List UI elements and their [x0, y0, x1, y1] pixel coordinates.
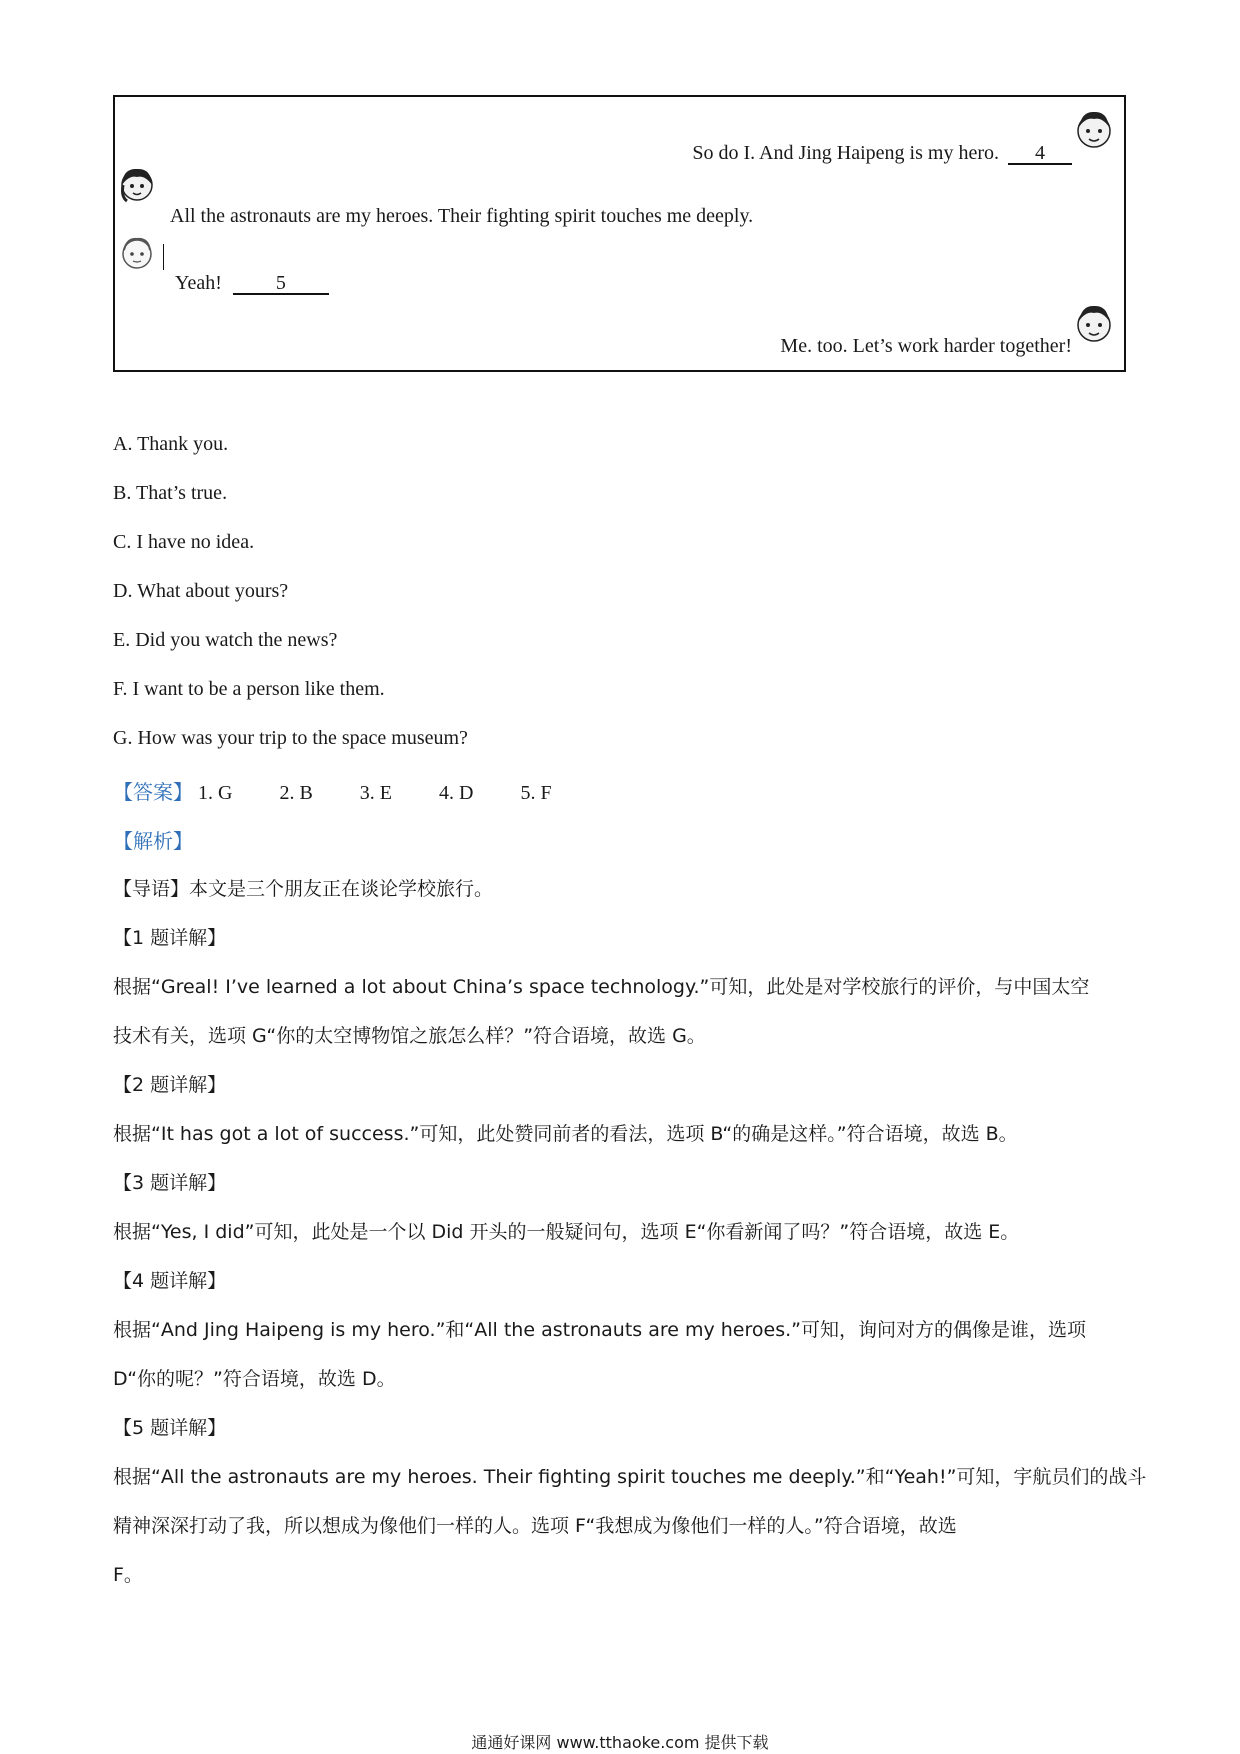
detail-heading-3: 【3 题详解】	[113, 1172, 227, 1194]
answer-item: 3. E	[359, 782, 393, 804]
option-d: D. What about yours?	[113, 580, 289, 602]
page-footer: 通通好课网 www.tthaoke.com 提供下载	[471, 1733, 769, 1752]
detail-3-line: 根据“Yes, I did”可知，此处是一个以 Did 开头的一般疑问句，选项 E“你看新闻了吗？”符合语境，故选 E。	[113, 1221, 1020, 1243]
option-a: A. Thank you.	[113, 433, 229, 455]
answer-blank-5: 5	[233, 273, 329, 295]
detail-5-line: F。	[113, 1564, 143, 1586]
detail-heading-5: 【5 题详解】	[113, 1417, 227, 1439]
detail-5-line: 精神深深打动了我，所以想成为像他们一样的人。选项 F“我想成为像他们一样的人。”符合语境，故选	[113, 1515, 957, 1537]
person-avatar-icon	[117, 232, 157, 276]
analysis-label: 【解析】	[113, 829, 193, 853]
dialogue-line-last	[780, 335, 1072, 358]
detail-4-line: 根据“And Jing Haipeng is my hero.”和“All the astronauts are my heroes.”可知，询问对方的偶像是谁，选项	[113, 1319, 1086, 1341]
detail-1-line: 技术有关，选项 G“你的太空博物馆之旅怎么样？”符合语境，故选 G。	[113, 1025, 706, 1047]
detail-heading-2: 【2 题详解】	[113, 1074, 227, 1096]
option-g: G. How was your trip to the space museum?	[113, 727, 468, 749]
dialogue-text: Me. too. Let’s work harder together!	[780, 335, 1072, 357]
answer-item: 2. B	[279, 782, 313, 804]
boy-avatar-icon	[1074, 301, 1114, 345]
dialogue-text: All the astronauts are my heroes. Their fighting spirit touches me deeply.	[170, 205, 754, 227]
detail-5-line: 根据“All the astronauts are my heroes. Their fighting spirit touches me deeply.”和“Yeah!”可知，宇航员们的战斗	[113, 1466, 1147, 1488]
answer-item: 5. F	[520, 782, 552, 804]
detail-4-line: D“你的呢？”符合语境，故选 D。	[113, 1368, 396, 1390]
detail-heading-1: 【1 题详解】	[113, 927, 227, 949]
option-b: B. That’s true.	[113, 482, 228, 504]
boy-avatar-icon	[1074, 107, 1114, 151]
detail-2-line: 根据“It has got a lot of success.”可知，此处赞同前者的看法，选项 B“的确是这样。”符合语境，故选 B。	[113, 1123, 1018, 1145]
detail-1-line: 根据“Greal! I’ve learned a lot about China’s space technology.”可知，此处是对学校旅行的评价，与中国太空	[113, 976, 1090, 998]
dialogue-text: Yeah!	[175, 272, 222, 294]
option-f: F. I want to be a person like them.	[113, 678, 385, 700]
girl-avatar-icon	[117, 163, 157, 207]
text-cursor	[163, 244, 164, 270]
dialogue-box	[113, 95, 1126, 372]
dialogue-line-girl	[170, 205, 753, 228]
answer-line	[113, 776, 594, 805]
dialogue-text: So do I. And Jing Haipeng is my hero.	[692, 142, 999, 164]
answer-blank-4: 4	[1008, 143, 1072, 165]
dialogue-line-4	[692, 142, 1072, 165]
answer-label: 【答案】	[113, 780, 193, 804]
option-c: C. I have no idea.	[113, 531, 255, 553]
detail-heading-4: 【4 题详解】	[113, 1270, 227, 1292]
dialogue-line-5	[175, 272, 329, 295]
answer-item: 1. G	[198, 782, 233, 804]
answer-item: 4. D	[439, 782, 474, 804]
intro-text: 【导语】本文是三个朋友正在谈论学校旅行。	[113, 878, 494, 900]
option-e: E. Did you watch the news?	[113, 629, 338, 651]
